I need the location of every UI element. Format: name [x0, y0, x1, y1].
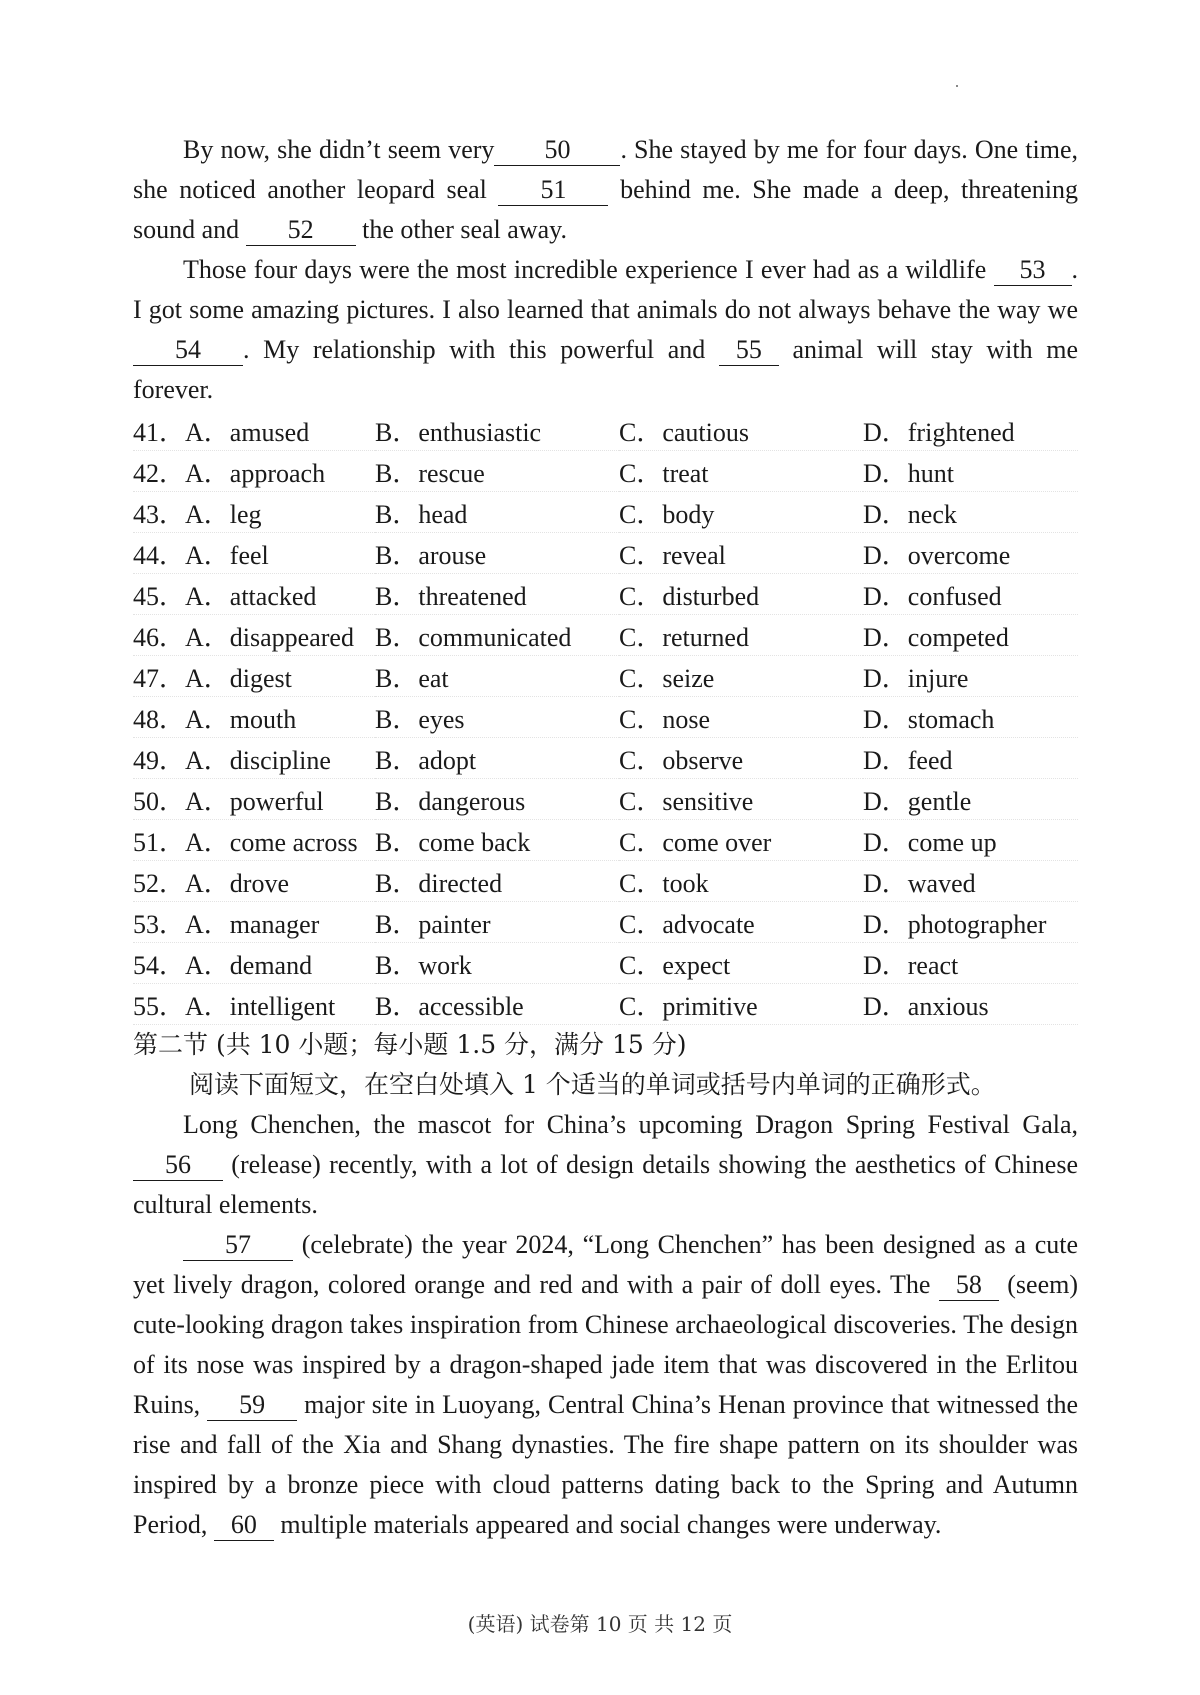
option-row: [133, 533, 1078, 574]
option-d: [863, 779, 1078, 820]
option-a: [133, 533, 375, 574]
option-text: B．come back: [375, 827, 531, 857]
option-a: [133, 492, 375, 533]
option-row: [133, 820, 1078, 861]
option-text: C．treat: [619, 458, 709, 488]
option-text: D．react: [863, 950, 959, 980]
page-footer: (英语) 试卷第 10 页 共 12 页: [467, 1612, 733, 1636]
option-c: [619, 861, 863, 902]
option-c: [619, 984, 863, 1025]
text-run: By now, she didn’t seem very: [183, 135, 495, 164]
option-text: B．threatened: [375, 581, 527, 611]
text-run: the other seal away.: [355, 215, 567, 244]
option-b: [375, 820, 619, 861]
blank-50: 50: [494, 135, 620, 166]
option-d: [863, 820, 1078, 861]
option-b: [375, 738, 619, 779]
section2-paragraph-2: [133, 1225, 1078, 1545]
option-text: A．attacked: [185, 581, 317, 611]
option-text: C．seize: [619, 663, 715, 693]
option-text: A．demand: [185, 950, 313, 980]
option-text: A．disappeared: [185, 622, 354, 652]
option-d: [863, 738, 1078, 779]
option-row: [133, 861, 1078, 902]
option-text: A．intelligent: [185, 991, 336, 1021]
question-number: 51．: [133, 827, 186, 857]
blank-55: 55: [719, 335, 779, 366]
question-number: 49．: [133, 745, 186, 775]
option-text: B．painter: [375, 909, 491, 939]
question-number: 47．: [133, 663, 186, 693]
option-text: A．amused: [185, 417, 310, 447]
option-c: [619, 656, 863, 697]
question-number: 54．: [133, 950, 186, 980]
option-text: D．feed: [863, 745, 953, 775]
option-d: [863, 451, 1078, 492]
text-run: (release) recently, with a lot of design details showing the aesthetics of Chinese cultural elements.: [133, 1150, 1078, 1219]
option-c: [619, 451, 863, 492]
question-number: 55．: [133, 991, 186, 1021]
option-row: [133, 492, 1078, 533]
option-c: [619, 943, 863, 984]
option-text: D．overcome: [863, 540, 1011, 570]
option-text: D．frightened: [863, 417, 1015, 447]
question-number: 43．: [133, 499, 186, 529]
option-text: C．sensitive: [619, 786, 754, 816]
option-text: D．photographer: [863, 909, 1047, 939]
option-text: C．disturbed: [619, 581, 760, 611]
option-a: [133, 738, 375, 779]
option-text: C．nose: [619, 704, 711, 734]
option-b: [375, 902, 619, 943]
option-c: [619, 820, 863, 861]
option-b: [375, 656, 619, 697]
option-b: [375, 984, 619, 1025]
option-b: [375, 861, 619, 902]
option-row: [133, 697, 1078, 738]
option-text: C．took: [619, 868, 709, 898]
option-text: C．expect: [619, 950, 731, 980]
option-text: A．digest: [185, 663, 292, 693]
option-d: [863, 984, 1078, 1025]
option-row: [133, 615, 1078, 656]
option-text: C．observe: [619, 745, 744, 775]
option-row: [133, 738, 1078, 779]
option-text: C．returned: [619, 622, 749, 652]
option-b: [375, 492, 619, 533]
text-run: Long Chenchen, the mascot for China’s upcoming Dragon Spring Festival Gala,: [183, 1110, 1078, 1139]
option-text: A．approach: [185, 458, 326, 488]
option-b: [375, 451, 619, 492]
option-a: [133, 615, 375, 656]
option-text: B．eat: [375, 663, 449, 693]
options-table: [133, 410, 1078, 1025]
text-run: (seem) cute-looking dragon takes inspiration from Chinese archaeological discoveries. The design of its nose was inspired by a dragon-shaped jade item that was discovered in the Erlitou Ruins,: [133, 1270, 1078, 1419]
blank-54: 54: [133, 335, 243, 366]
blank-51: 51: [498, 175, 608, 206]
option-row: [133, 779, 1078, 820]
option-b: [375, 410, 619, 451]
option-text: A．manager: [185, 909, 320, 939]
option-d: [863, 656, 1078, 697]
text-run: behind me. She made a deep, threatening sound and: [133, 175, 1079, 244]
option-text: A．leg: [185, 499, 262, 529]
blank-52: 52: [246, 215, 356, 246]
option-text: C．come over: [619, 827, 772, 857]
option-d: [863, 533, 1078, 574]
option-text: B．arouse: [375, 540, 487, 570]
option-a: [133, 943, 375, 984]
option-row: [133, 410, 1078, 451]
option-c: [619, 574, 863, 615]
option-d: [863, 697, 1078, 738]
option-b: [375, 615, 619, 656]
option-text: B．eyes: [375, 704, 465, 734]
text-run: (celebrate) the year 2024, “Long Chenchen” has been designed as a cute yet lively dragon, colored orange and red and with a pair of doll eyes. The: [133, 1230, 1078, 1299]
option-text: D．waved: [863, 868, 976, 898]
option-d: [863, 492, 1078, 533]
option-row: [133, 451, 1078, 492]
option-text: D．anxious: [863, 991, 989, 1021]
option-text: D．hunt: [863, 458, 955, 488]
option-text: C．cautious: [619, 417, 749, 447]
option-a: [133, 820, 375, 861]
option-c: [619, 410, 863, 451]
option-d: [863, 410, 1078, 451]
option-c: [619, 779, 863, 820]
option-text: B．head: [375, 499, 468, 529]
option-text: D．confused: [863, 581, 1002, 611]
question-number: 52．: [133, 868, 186, 898]
question-number: 45．: [133, 581, 186, 611]
option-row: [133, 902, 1078, 943]
blank-53: 53: [994, 255, 1072, 286]
option-d: [863, 861, 1078, 902]
option-text: A．come across: [185, 827, 358, 857]
text-run: . I got some amazing pictures. I also learned that animals do not always behave the way we: [133, 255, 1078, 324]
blank-58: 58: [939, 1270, 999, 1301]
option-text: B．accessible: [375, 991, 524, 1021]
question-number: 46．: [133, 622, 186, 652]
blank-60: 60: [214, 1510, 274, 1541]
scan-speck: [956, 85, 958, 87]
question-number: 42．: [133, 458, 186, 488]
option-text: B．directed: [375, 868, 503, 898]
text-run: animal will stay with me forever.: [133, 335, 1078, 404]
option-a: [133, 902, 375, 943]
option-c: [619, 738, 863, 779]
option-a: [133, 984, 375, 1025]
option-c: [619, 533, 863, 574]
option-b: [375, 779, 619, 820]
option-b: [375, 697, 619, 738]
option-text: A．discipline: [185, 745, 331, 775]
option-text: D．come up: [863, 827, 997, 857]
option-text: D．gentle: [863, 786, 972, 816]
passage-paragraph-1: [133, 130, 1078, 250]
option-text: B．adopt: [375, 745, 477, 775]
option-text: C．primitive: [619, 991, 758, 1021]
text-run: Those four days were the most incredible experience I ever had as a wildlife: [183, 255, 994, 284]
option-text: A．drove: [185, 868, 289, 898]
option-a: [133, 779, 375, 820]
section-title: 第二节 (共 10 小题；每小题 1.5 分，满分 15 分): [133, 1030, 687, 1059]
option-a: [133, 410, 375, 451]
option-text: C．body: [619, 499, 715, 529]
blank-57: 57: [183, 1230, 293, 1261]
option-row: [133, 656, 1078, 697]
option-text: D．stomach: [863, 704, 995, 734]
option-a: [133, 697, 375, 738]
question-number: 48．: [133, 704, 186, 734]
text-run: major site in Luoyang, Central China’s Henan province that witnessed the rise and fall of the Xia and Shang dynasties. The fire shape pattern on its shoulder was inspired by a bronze piece with cloud patterns dating back to the Spring and Autumn Period,: [133, 1390, 1078, 1539]
text-run: . She stayed by me for four days. One time, she noticed another leopard seal: [133, 135, 1078, 204]
option-b: [375, 943, 619, 984]
option-text: A．feel: [185, 540, 269, 570]
option-a: [133, 451, 375, 492]
option-d: [863, 574, 1078, 615]
exam-page: [133, 130, 1078, 1545]
option-c: [619, 902, 863, 943]
blank-59: 59: [207, 1390, 297, 1421]
option-d: [863, 902, 1078, 943]
option-b: [375, 574, 619, 615]
option-a: [133, 656, 375, 697]
text-run: . My relationship with this powerful and: [243, 335, 719, 364]
passage-paragraph-2: [133, 250, 1078, 410]
question-number: 53．: [133, 909, 186, 939]
option-text: B．rescue: [375, 458, 485, 488]
option-text: D．neck: [863, 499, 957, 529]
option-d: [863, 943, 1078, 984]
option-text: D．competed: [863, 622, 1009, 652]
question-number: 44．: [133, 540, 186, 570]
section-instruction: 阅读下面短文，在空白处填入 1 个适当的单词或括号内单词的正确形式。: [189, 1070, 996, 1099]
option-row: [133, 943, 1078, 984]
question-number: 41．: [133, 417, 186, 447]
question-number: 50．: [133, 786, 186, 816]
option-text: C．advocate: [619, 909, 755, 939]
option-text: C．reveal: [619, 540, 726, 570]
option-a: [133, 574, 375, 615]
option-text: D．injure: [863, 663, 969, 693]
option-row: [133, 984, 1078, 1025]
option-d: [863, 615, 1078, 656]
option-row: [133, 574, 1078, 615]
option-text: A．powerful: [185, 786, 324, 816]
option-a: [133, 861, 375, 902]
blank-56: 56: [133, 1150, 223, 1181]
option-text: B．enthusiastic: [375, 417, 542, 447]
option-c: [619, 492, 863, 533]
option-c: [619, 615, 863, 656]
text-run: multiple materials appeared and social changes were underway.: [273, 1510, 942, 1539]
option-c: [619, 697, 863, 738]
section2-paragraph-1: [133, 1105, 1078, 1225]
option-b: [375, 533, 619, 574]
option-text: B．dangerous: [375, 786, 526, 816]
option-text: A．mouth: [185, 704, 297, 734]
option-text: B．communicated: [375, 622, 572, 652]
option-text: B．work: [375, 950, 472, 980]
